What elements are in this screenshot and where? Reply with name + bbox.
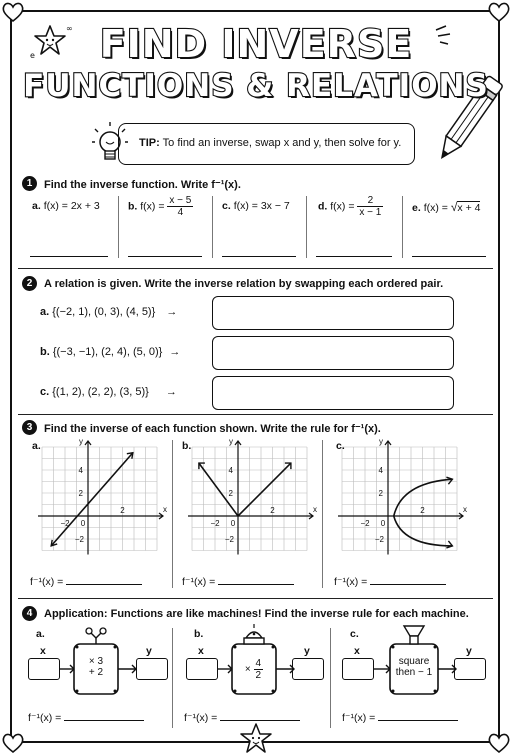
machine-letter: c. bbox=[350, 628, 359, 640]
answer-line[interactable] bbox=[412, 256, 486, 257]
machine-output-label: y bbox=[304, 645, 310, 657]
heart-icon bbox=[488, 2, 510, 22]
section-number: 3 bbox=[22, 420, 37, 435]
answer-line[interactable] bbox=[370, 574, 446, 585]
machine-output-label: y bbox=[466, 645, 472, 657]
tick-label: 2 bbox=[270, 506, 275, 515]
output-box[interactable] bbox=[454, 658, 486, 680]
function-item-c: c. f(x) = 3x − 7 bbox=[222, 200, 290, 212]
y-axis-label: y bbox=[229, 437, 233, 446]
function-item-a: a. f(x) = 2x + 3 bbox=[32, 200, 100, 212]
graph-c bbox=[336, 438, 466, 558]
divider bbox=[322, 440, 323, 588]
heart-icon bbox=[2, 2, 24, 22]
tick-label: 0 bbox=[230, 519, 236, 528]
arrow-right-icon: → bbox=[166, 306, 178, 318]
section-heading: Find the inverse function. Write f⁻¹(x). bbox=[44, 179, 241, 191]
answer-line[interactable] bbox=[218, 574, 294, 585]
machine-rule-b: × $\frac{4}{2}$ bbox=[244, 658, 262, 681]
relation-item-a: a. {(−2, 1), (0, 3), (4, 5)} → bbox=[40, 306, 178, 318]
machine-letter: b. bbox=[194, 628, 204, 640]
tick-label: 0 bbox=[380, 519, 386, 528]
divider bbox=[172, 628, 173, 728]
y-axis-label: y bbox=[379, 437, 383, 446]
answer-line[interactable] bbox=[30, 256, 108, 257]
section-number: 1 bbox=[22, 176, 37, 191]
divider bbox=[118, 196, 119, 258]
answer-line[interactable] bbox=[66, 574, 142, 585]
tip-box bbox=[118, 123, 415, 165]
tick-label: −2 bbox=[224, 535, 234, 544]
answer-line[interactable] bbox=[64, 710, 144, 721]
function-line bbox=[51, 453, 133, 546]
divider bbox=[212, 196, 213, 258]
section-number: 2 bbox=[22, 276, 37, 291]
inverse-rule-c: f⁻¹(x) = bbox=[334, 574, 446, 588]
tick-label: −2 bbox=[360, 519, 370, 528]
answer-box[interactable] bbox=[212, 376, 454, 410]
tick-label: 2 bbox=[228, 489, 233, 498]
graph-letter: a. bbox=[32, 440, 41, 452]
heart-icon bbox=[2, 733, 24, 753]
tip-label: TIP: bbox=[139, 137, 160, 149]
machine-inverse-rule-b: f⁻¹(x) = bbox=[184, 710, 300, 724]
tick-label: 4 bbox=[378, 466, 383, 475]
function-item-b: b. f(x) = $\frac{x - 5}{4}$ bbox=[128, 195, 192, 218]
machine-rule-a: × 3 + 2 bbox=[88, 656, 104, 678]
curve-arrow bbox=[446, 541, 452, 548]
output-box[interactable] bbox=[136, 658, 168, 680]
tick-label: 4 bbox=[78, 466, 83, 475]
answer-box[interactable] bbox=[212, 336, 454, 370]
machine-inverse-rule-c: f⁻¹(x) = bbox=[342, 710, 458, 724]
arrow-right-icon: → bbox=[165, 386, 177, 398]
machine-input-label: x bbox=[198, 645, 204, 657]
heart-icon bbox=[488, 733, 510, 753]
answer-line[interactable] bbox=[378, 710, 458, 721]
page-title: FIND INVERSE bbox=[99, 22, 413, 66]
input-box[interactable] bbox=[28, 658, 60, 680]
relation-item-c: c. {(1, 2), (2, 2), (3, 5)} → bbox=[40, 386, 177, 398]
tick-label: 2 bbox=[420, 506, 425, 515]
svg-text:∞: ∞ bbox=[66, 24, 73, 33]
x-axis-label: x bbox=[163, 505, 167, 514]
tick-label: −2 bbox=[74, 535, 84, 544]
page-subtitle: FUNCTIONS & RELATIONS bbox=[23, 68, 489, 104]
answer-line[interactable] bbox=[220, 710, 300, 721]
graph-letter: b. bbox=[182, 440, 192, 452]
inverse-rule-b: f⁻¹(x) = bbox=[182, 574, 294, 588]
section-heading: Application: Functions are like machines! Find the inverse rule for each machine. bbox=[44, 608, 469, 620]
divider bbox=[172, 440, 173, 588]
star-icon bbox=[236, 722, 276, 754]
tick-label: −2 bbox=[210, 519, 220, 528]
divider bbox=[330, 628, 331, 728]
answer-line[interactable] bbox=[222, 256, 296, 257]
relation-item-b: b. {(−3, −1), (2, 4), (5, 0)} → bbox=[40, 346, 181, 358]
function-item-d: d. f(x) = $\frac{2}{x - 1}$ bbox=[318, 195, 382, 218]
tick-label: 2 bbox=[78, 489, 83, 498]
answer-box[interactable] bbox=[212, 296, 454, 330]
tick-label: 0 bbox=[80, 519, 86, 528]
function-line bbox=[199, 463, 291, 516]
x-axis-label: x bbox=[463, 505, 467, 514]
tick-label: 2 bbox=[120, 506, 125, 515]
curve-arrow bbox=[446, 477, 452, 484]
machine-output-label: y bbox=[146, 645, 152, 657]
machine-input-label: x bbox=[40, 645, 46, 657]
inverse-rule-a: f⁻¹(x) = bbox=[30, 574, 142, 588]
tick-label: 2 bbox=[378, 489, 383, 498]
tick-label: 4 bbox=[228, 466, 233, 475]
function-item-e: e. f(x) = √x + 4 bbox=[412, 200, 481, 214]
answer-line[interactable] bbox=[316, 256, 392, 257]
machine-inverse-rule-a: f⁻¹(x) = bbox=[28, 710, 144, 724]
y-axis-label: y bbox=[79, 437, 83, 446]
answer-line[interactable] bbox=[128, 256, 202, 257]
divider bbox=[306, 196, 307, 258]
input-box[interactable] bbox=[342, 658, 374, 680]
section-number: 4 bbox=[22, 606, 37, 621]
divider bbox=[18, 598, 493, 599]
machine-input-label: x bbox=[354, 645, 360, 657]
tick-label: −2 bbox=[60, 519, 70, 528]
svg-text:e: e bbox=[30, 51, 35, 60]
arrow-right-icon: → bbox=[169, 346, 181, 358]
x-axis-label: x bbox=[313, 505, 317, 514]
tick-label: −2 bbox=[374, 535, 384, 544]
tip-text: To find an inverse, swap x and y, then solve for y. bbox=[162, 137, 402, 149]
divider bbox=[402, 196, 403, 258]
input-box[interactable] bbox=[186, 658, 218, 680]
divider bbox=[18, 414, 493, 415]
machine-letter: a. bbox=[36, 628, 45, 640]
divider bbox=[18, 268, 493, 269]
output-box[interactable] bbox=[292, 658, 324, 680]
section-heading: Find the inverse of each function shown. Write the rule for f⁻¹(x). bbox=[44, 423, 381, 435]
graph-letter: c. bbox=[336, 440, 345, 452]
section-heading: A relation is given. Write the inverse relation by swapping each ordered pair. bbox=[44, 278, 444, 290]
graph-a bbox=[36, 438, 166, 558]
machine-rule-c: square then − 1 bbox=[395, 656, 433, 678]
graph-b bbox=[186, 438, 316, 558]
